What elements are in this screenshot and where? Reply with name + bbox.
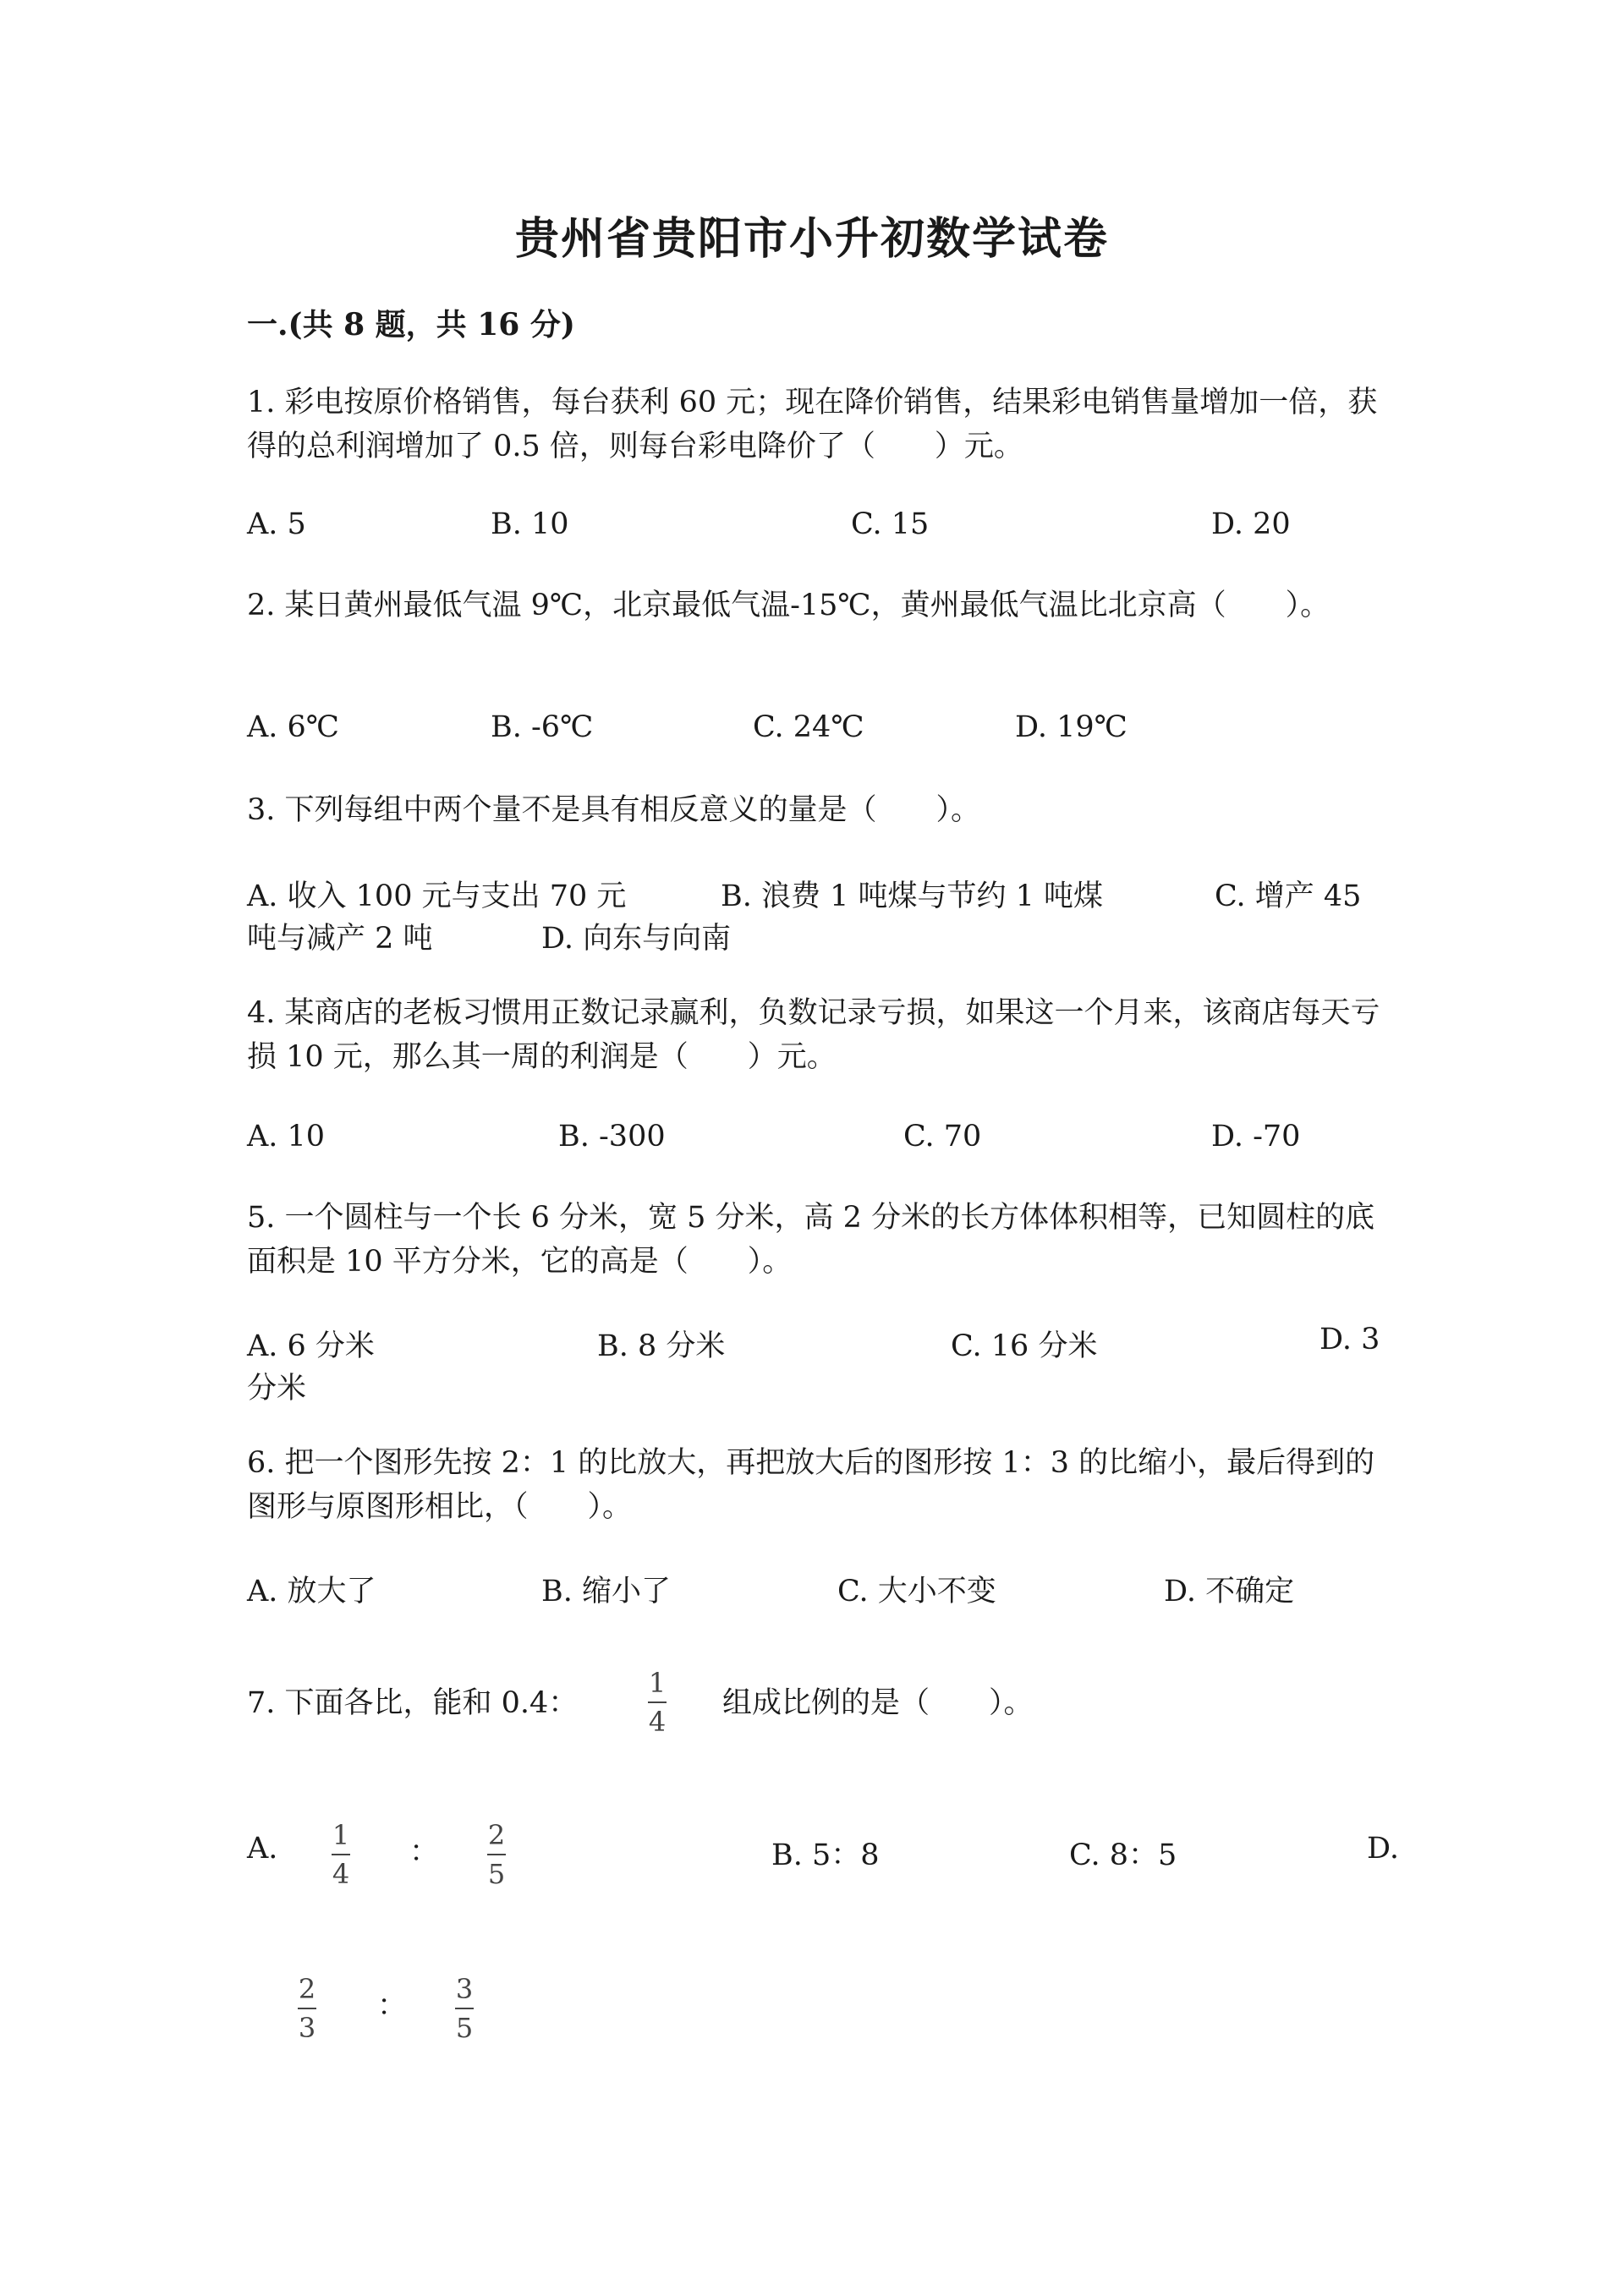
q5-option-c[interactable]: C. 16 分米 <box>951 1329 1098 1363</box>
q6-option-c[interactable]: C. 大小不变 <box>837 1575 996 1608</box>
q2-option-c[interactable]: C. 24℃ <box>753 710 864 744</box>
fraction-numerator: 1 <box>332 1819 350 1851</box>
q2-option-b[interactable]: B. -6℃ <box>491 710 594 744</box>
q7-option-b[interactable]: B. 5：8 <box>771 1838 880 1872</box>
fraction-bar <box>648 1701 667 1703</box>
fraction-denominator: 3 <box>298 2012 316 2044</box>
question-7-text-before: 7. 下面各比，能和 0.4： <box>247 1686 579 1720</box>
fraction-denominator: 5 <box>455 2012 474 2044</box>
q1-option-d[interactable]: D. 20 <box>1211 507 1291 541</box>
question-6: 6. 把一个图形先按 2：1 的比放大，再把放大后的图形按 1：3 的比缩小，最后得到的图形与原图形相比，（ ）。 <box>247 1446 1375 1524</box>
q7-option-a-label[interactable]: A. <box>247 1832 278 1866</box>
q4-option-d[interactable]: D. -70 <box>1211 1120 1301 1153</box>
fraction-bar <box>487 1854 506 1855</box>
question-5: 5. 一个圆柱与一个长 6 分米，宽 5 分米，高 2 分米的长方体体积相等，已知圆柱的底面积是 10 平方分米，它的高是（ ）。 <box>247 1201 1375 1279</box>
q1-option-b[interactable]: B. 10 <box>491 507 569 541</box>
fraction-bar <box>332 1854 350 1855</box>
question-3: 3. 下列每组中两个量不是具有相反意义的量是（ ）。 <box>247 793 981 827</box>
q3-option-b[interactable]: B. 浪费 1 吨煤与节约 1 吨煤 <box>721 879 1104 913</box>
q4-option-c[interactable]: C. 70 <box>903 1120 982 1153</box>
q7-option-a-frac2 <box>487 1818 506 1891</box>
q4-option-b[interactable]: B. -300 <box>558 1120 666 1153</box>
question-4: 4. 某商店的老板习惯用正数记录赢利，负数记录亏损，如果这一个月来，该商店每天亏损 10 元，那么其一周的利润是（ ）元。 <box>247 996 1380 1074</box>
q3-option-c[interactable]: C. 增产 45 <box>1215 879 1362 913</box>
question-1: 1. 彩电按原价格销售，每台获利 60 元；现在降价销售，结果彩电销售量增加一倍，获得的总利润增加了 0.5 倍，则每台彩电降价了（ ）元。 <box>247 386 1378 463</box>
q3-option-c-cont: 吨与减产 2 吨 <box>247 922 433 956</box>
question-7-text-after: 组成比例的是（ ）。 <box>722 1686 1034 1720</box>
q6-option-d[interactable]: D. 不确定 <box>1164 1575 1295 1608</box>
fraction-denominator: 4 <box>648 1706 667 1738</box>
page-title: 贵州省贵阳市小升初数学试卷 <box>514 213 1109 265</box>
section-heading: 一.(共 8 题，共 16 分) <box>247 307 575 342</box>
fraction-denominator: 4 <box>332 1858 350 1890</box>
q7-option-d-frac2 <box>455 1972 474 2045</box>
fraction-numerator: 1 <box>648 1667 667 1699</box>
q2-option-d[interactable]: D. 19℃ <box>1015 710 1127 744</box>
question-2: 2. 某日黄州最低气温 9℃，北京最低气温-15℃，黄州最低气温比北京高（ ）。 <box>247 589 1330 622</box>
q6-option-a[interactable]: A. 放大了 <box>247 1575 376 1608</box>
q5-option-a[interactable]: A. 6 分米 <box>247 1329 375 1363</box>
q5-option-d[interactable]: D. 3 <box>1320 1323 1380 1356</box>
q1-option-a[interactable]: A. 5 <box>247 507 306 541</box>
fraction-numerator: 2 <box>298 1973 316 2005</box>
q4-option-a[interactable]: A. 10 <box>247 1120 326 1153</box>
q7-option-d-frac1 <box>298 1972 316 2045</box>
q1-option-c[interactable]: C. 15 <box>851 507 930 541</box>
q5-option-d-cont: 分米 <box>247 1372 307 1406</box>
q3-option-a[interactable]: A. 收入 100 元与支出 70 元 <box>247 879 627 913</box>
fraction-bar <box>298 2008 316 2009</box>
fraction-bar <box>455 2008 474 2009</box>
fraction-numerator: 2 <box>487 1819 506 1851</box>
q6-option-b[interactable]: B. 缩小了 <box>541 1575 671 1608</box>
ratio-colon: ： <box>377 1989 408 2023</box>
q2-option-a[interactable]: A. 6℃ <box>247 710 339 744</box>
q7-option-a-frac1 <box>332 1818 350 1891</box>
q7-option-d-label[interactable]: D. <box>1367 1832 1399 1866</box>
q5-option-b[interactable]: B. 8 分米 <box>597 1329 726 1363</box>
q7-fraction <box>648 1666 667 1739</box>
fraction-numerator: 3 <box>455 1973 474 2005</box>
fraction-denominator: 5 <box>487 1858 506 1890</box>
q7-option-c[interactable]: C. 8：5 <box>1069 1838 1177 1872</box>
ratio-colon: ： <box>409 1835 440 1869</box>
q3-option-d[interactable]: D. 向东与向南 <box>541 922 732 956</box>
